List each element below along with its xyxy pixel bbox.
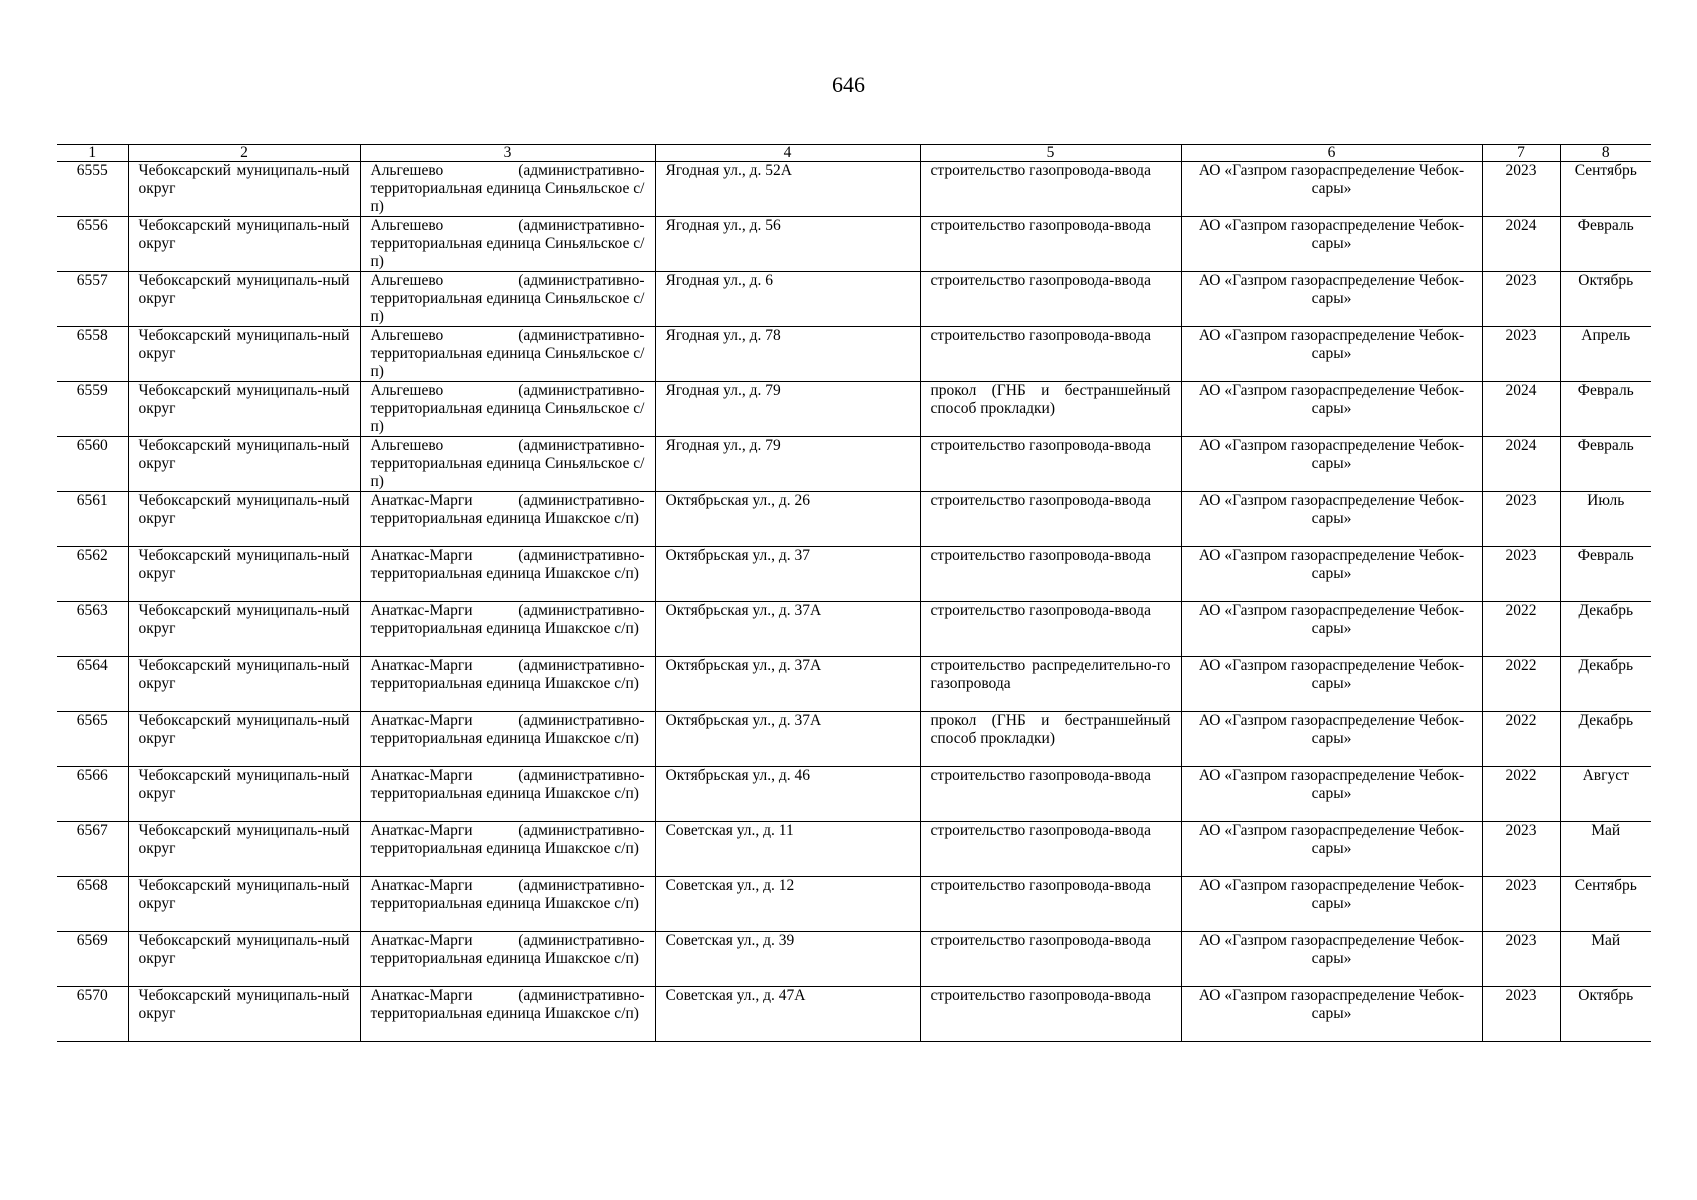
work-type-cell: строительство газопровода-ввода	[920, 767, 1181, 822]
address-cell: Ягодная ул., д. 56	[655, 217, 920, 272]
settlement-cell: Анаткас-Марги (административно-территориальная единица Ишакское с/п)	[360, 657, 655, 712]
row-number-cell: 6563	[57, 602, 128, 657]
settlement-cell: Анаткас-Марги (административно-территориальная единица Ишакское с/п)	[360, 602, 655, 657]
table-row	[57, 712, 1651, 767]
row-number-cell: 6556	[57, 217, 128, 272]
month-cell: Октябрь	[1560, 272, 1651, 327]
column-header: 7	[1482, 145, 1560, 162]
table-row	[57, 327, 1651, 382]
page-number: 646	[832, 72, 865, 97]
settlement-cell: Анаткас-Марги (административно-территориальная единица Ишакское с/п)	[360, 547, 655, 602]
organization-cell: АО «Газпром газораспределение Чебок-сары»	[1181, 327, 1482, 382]
row-number-cell: 6559	[57, 382, 128, 437]
address-cell: Октябрьская ул., д. 37А	[655, 602, 920, 657]
settlement-cell: Анаткас-Марги (административно-территориальная единица Ишакское с/п)	[360, 767, 655, 822]
column-header: 3	[360, 145, 655, 162]
year-cell: 2023	[1482, 822, 1560, 877]
address-cell: Советская ул., д. 12	[655, 877, 920, 932]
settlement-cell: Анаткас-Марги (административно-территориальная единица Ишакское с/п)	[360, 492, 655, 547]
month-cell: Октябрь	[1560, 987, 1651, 1042]
table-row	[57, 657, 1651, 712]
row-number-cell: 6564	[57, 657, 128, 712]
table-row	[57, 217, 1651, 272]
work-type-cell: строительство газопровода-ввода	[920, 822, 1181, 877]
organization-cell: АО «Газпром газораспределение Чебок-сары»	[1181, 987, 1482, 1042]
table-row	[57, 272, 1651, 327]
month-cell: Сентябрь	[1560, 877, 1651, 932]
table-row	[57, 492, 1651, 547]
row-number-cell: 6557	[57, 272, 128, 327]
month-cell: Апрель	[1560, 327, 1651, 382]
work-type-cell: строительство газопровода-ввода	[920, 602, 1181, 657]
settlement-cell: Анаткас-Марги (административно-территориальная единица Ишакское с/п)	[360, 877, 655, 932]
organization-cell: АО «Газпром газораспределение Чебок-сары»	[1181, 382, 1482, 437]
table-row	[57, 162, 1651, 217]
address-cell: Советская ул., д. 39	[655, 932, 920, 987]
settlement-cell: Альгешево (административно-территориальная единица Синьяльское с/п)	[360, 382, 655, 437]
work-type-cell: строительство газопровода-ввода	[920, 492, 1181, 547]
month-cell: Февраль	[1560, 547, 1651, 602]
table-row	[57, 767, 1651, 822]
address-cell: Ягодная ул., д. 6	[655, 272, 920, 327]
table-row	[57, 437, 1651, 492]
address-cell: Ягодная ул., д. 79	[655, 437, 920, 492]
district-cell: Чебоксарский муниципаль-ный округ	[128, 217, 360, 272]
district-cell: Чебоксарский муниципаль-ный округ	[128, 547, 360, 602]
district-cell: Чебоксарский муниципаль-ный округ	[128, 602, 360, 657]
month-cell: Май	[1560, 932, 1651, 987]
work-type-cell: прокол (ГНБ и бестраншейный способ прокладки)	[920, 712, 1181, 767]
settlement-cell: Альгешево (административно-территориальная единица Синьяльское с/п)	[360, 437, 655, 492]
district-cell: Чебоксарский муниципаль-ный округ	[128, 712, 360, 767]
organization-cell: АО «Газпром газораспределение Чебок-сары»	[1181, 767, 1482, 822]
month-cell: Декабрь	[1560, 712, 1651, 767]
column-number-row	[57, 145, 1651, 162]
work-type-cell: строительство газопровода-ввода	[920, 437, 1181, 492]
district-cell: Чебоксарский муниципаль-ный округ	[128, 987, 360, 1042]
address-cell: Октябрьская ул., д. 37А	[655, 657, 920, 712]
settlement-cell: Анаткас-Марги (административно-территориальная единица Ишакское с/п)	[360, 932, 655, 987]
settlement-cell: Альгешево (административно-территориальная единица Синьяльское с/п)	[360, 162, 655, 217]
district-cell: Чебоксарский муниципаль-ный округ	[128, 437, 360, 492]
year-cell: 2024	[1482, 217, 1560, 272]
table-row	[57, 932, 1651, 987]
district-cell: Чебоксарский муниципаль-ный округ	[128, 932, 360, 987]
work-type-cell: строительство газопровода-ввода	[920, 162, 1181, 217]
organization-cell: АО «Газпром газораспределение Чебок-сары»	[1181, 877, 1482, 932]
row-number-cell: 6560	[57, 437, 128, 492]
work-type-cell: строительство газопровода-ввода	[920, 547, 1181, 602]
year-cell: 2023	[1482, 932, 1560, 987]
month-cell: Август	[1560, 767, 1651, 822]
organization-cell: АО «Газпром газораспределение Чебок-сары»	[1181, 162, 1482, 217]
row-number-cell: 6561	[57, 492, 128, 547]
organization-cell: АО «Газпром газораспределение Чебок-сары»	[1181, 492, 1482, 547]
month-cell: Декабрь	[1560, 602, 1651, 657]
column-header: 8	[1560, 145, 1651, 162]
row-number-cell: 6558	[57, 327, 128, 382]
table-row	[57, 822, 1651, 877]
address-cell: Ягодная ул., д. 79	[655, 382, 920, 437]
work-type-cell: строительство газопровода-ввода	[920, 932, 1181, 987]
address-cell: Ягодная ул., д. 78	[655, 327, 920, 382]
column-header: 5	[920, 145, 1181, 162]
settlement-cell: Альгешево (административно-территориальная единица Синьяльское с/п)	[360, 327, 655, 382]
organization-cell: АО «Газпром газораспределение Чебок-сары»	[1181, 217, 1482, 272]
month-cell: Сентябрь	[1560, 162, 1651, 217]
year-cell: 2022	[1482, 657, 1560, 712]
year-cell: 2024	[1482, 382, 1560, 437]
table-row	[57, 382, 1651, 437]
year-cell: 2023	[1482, 987, 1560, 1042]
district-cell: Чебоксарский муниципаль-ный округ	[128, 162, 360, 217]
work-type-cell: строительство газопровода-ввода	[920, 987, 1181, 1042]
year-cell: 2024	[1482, 437, 1560, 492]
work-type-cell: строительство газопровода-ввода	[920, 327, 1181, 382]
district-cell: Чебоксарский муниципаль-ный округ	[128, 767, 360, 822]
organization-cell: АО «Газпром газораспределение Чебок-сары»	[1181, 437, 1482, 492]
column-header: 6	[1181, 145, 1482, 162]
address-cell: Советская ул., д. 11	[655, 822, 920, 877]
organization-cell: АО «Газпром газораспределение Чебок-сары»	[1181, 657, 1482, 712]
year-cell: 2022	[1482, 767, 1560, 822]
gasification-table	[57, 144, 1651, 1042]
address-cell: Советская ул., д. 47А	[655, 987, 920, 1042]
row-number-cell: 6568	[57, 877, 128, 932]
district-cell: Чебоксарский муниципаль-ный округ	[128, 657, 360, 712]
district-cell: Чебоксарский муниципаль-ный округ	[128, 822, 360, 877]
year-cell: 2023	[1482, 492, 1560, 547]
table-row	[57, 602, 1651, 657]
settlement-cell: Анаткас-Марги (административно-территориальная единица Ишакское с/п)	[360, 987, 655, 1042]
row-number-cell: 6565	[57, 712, 128, 767]
row-number-cell: 6562	[57, 547, 128, 602]
address-cell: Октябрьская ул., д. 26	[655, 492, 920, 547]
row-number-cell: 6570	[57, 987, 128, 1042]
row-number-cell: 6555	[57, 162, 128, 217]
address-cell: Октябрьская ул., д. 37А	[655, 712, 920, 767]
organization-cell: АО «Газпром газораспределение Чебок-сары»	[1181, 272, 1482, 327]
year-cell: 2022	[1482, 712, 1560, 767]
row-number-cell: 6567	[57, 822, 128, 877]
column-header: 1	[57, 145, 128, 162]
month-cell: Февраль	[1560, 382, 1651, 437]
district-cell: Чебоксарский муниципаль-ный округ	[128, 877, 360, 932]
row-number-cell: 6566	[57, 767, 128, 822]
address-cell: Октябрьская ул., д. 46	[655, 767, 920, 822]
district-cell: Чебоксарский муниципаль-ный округ	[128, 272, 360, 327]
work-type-cell: строительство газопровода-ввода	[920, 272, 1181, 327]
address-cell: Октябрьская ул., д. 37	[655, 547, 920, 602]
organization-cell: АО «Газпром газораспределение Чебок-сары»	[1181, 712, 1482, 767]
organization-cell: АО «Газпром газораспределение Чебок-сары»	[1181, 932, 1482, 987]
work-type-cell: строительство газопровода-ввода	[920, 217, 1181, 272]
settlement-cell: Альгешево (административно-территориальная единица Синьяльское с/п)	[360, 272, 655, 327]
table-row	[57, 547, 1651, 602]
year-cell: 2023	[1482, 547, 1560, 602]
row-number-cell: 6569	[57, 932, 128, 987]
month-cell: Декабрь	[1560, 657, 1651, 712]
column-header: 2	[128, 145, 360, 162]
settlement-cell: Альгешево (административно-территориальная единица Синьяльское с/п)	[360, 217, 655, 272]
month-cell: Февраль	[1560, 217, 1651, 272]
year-cell: 2023	[1482, 877, 1560, 932]
organization-cell: АО «Газпром газораспределение Чебок-сары»	[1181, 602, 1482, 657]
year-cell: 2023	[1482, 162, 1560, 217]
month-cell: Май	[1560, 822, 1651, 877]
address-cell: Ягодная ул., д. 52А	[655, 162, 920, 217]
work-type-cell: прокол (ГНБ и бестраншейный способ прокладки)	[920, 382, 1181, 437]
work-type-cell: строительство газопровода-ввода	[920, 877, 1181, 932]
table-body	[57, 145, 1651, 1042]
organization-cell: АО «Газпром газораспределение Чебок-сары»	[1181, 547, 1482, 602]
district-cell: Чебоксарский муниципаль-ный округ	[128, 492, 360, 547]
settlement-cell: Анаткас-Марги (административно-территориальная единица Ишакское с/п)	[360, 822, 655, 877]
table-row	[57, 877, 1651, 932]
column-header: 4	[655, 145, 920, 162]
year-cell: 2022	[1482, 602, 1560, 657]
year-cell: 2023	[1482, 327, 1560, 382]
district-cell: Чебоксарский муниципаль-ный округ	[128, 327, 360, 382]
month-cell: Июль	[1560, 492, 1651, 547]
work-type-cell: строительство распределительно-го газопровода	[920, 657, 1181, 712]
month-cell: Февраль	[1560, 437, 1651, 492]
organization-cell: АО «Газпром газораспределение Чебок-сары»	[1181, 822, 1482, 877]
district-cell: Чебоксарский муниципаль-ный округ	[128, 382, 360, 437]
table-row	[57, 987, 1651, 1042]
year-cell: 2023	[1482, 272, 1560, 327]
settlement-cell: Анаткас-Марги (административно-территориальная единица Ишакское с/п)	[360, 712, 655, 767]
